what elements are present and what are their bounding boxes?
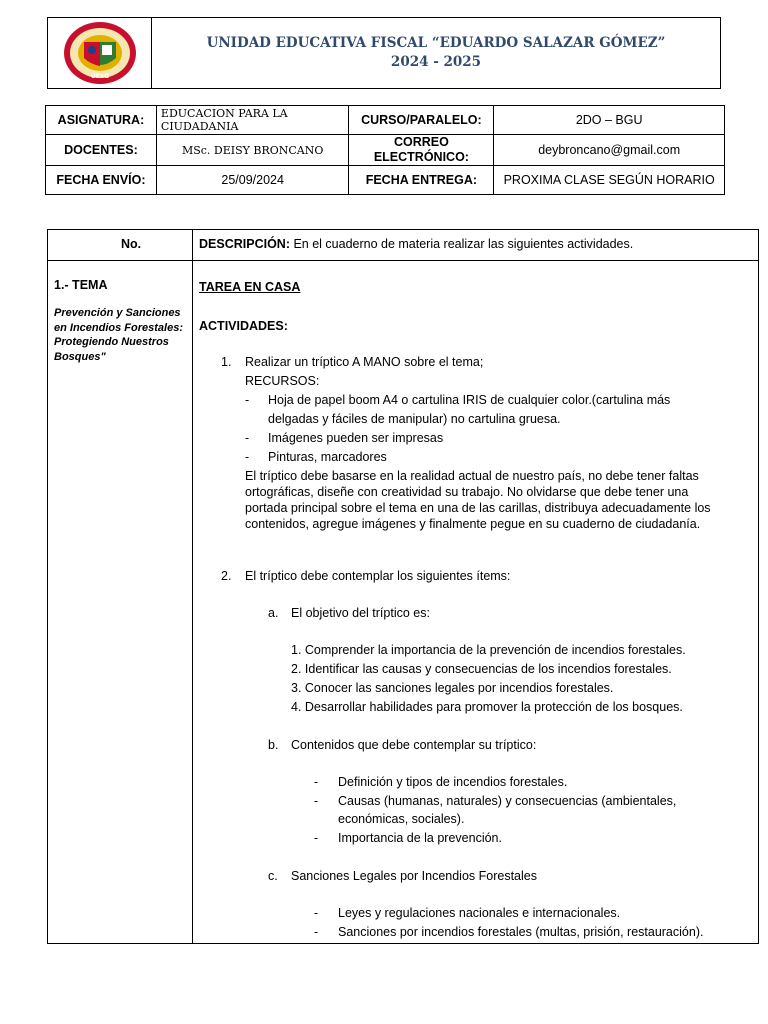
recurso-1-line1: Hoja de papel boom A4 o cartulina IRIS de cualquier color.(cartulina más: [268, 393, 671, 407]
header-divider: [48, 260, 758, 261]
tema-label: 1.- TEMA: [54, 278, 108, 292]
entrega-label: FECHA ENTREGA:: [349, 166, 494, 195]
instructions-paragraph: El tríptico debe basarse en la realidad actual de nuestro país, no debe tener faltas ortográficas, diseñe con creatividad su trabajo. No olvidarse que debe tener una portada principal sobre el tema en una de las carillas, distribuya adecuadamente los contenidos, agregue imágenes y finalmente pegue en su cuaderno de ciudadanía.: [245, 469, 711, 531]
activities-table: [47, 229, 759, 944]
recurso-1-line2: delgadas y fáciles de manipular) no cartulina gruesa.: [268, 412, 561, 426]
sub-c-text: Sanciones Legales por Incendios Forestales: [291, 869, 537, 883]
actividades-heading: ACTIVIDADES:: [199, 319, 288, 333]
recurso-3: Pinturas, marcadores: [268, 450, 387, 464]
description-text: En el cuaderno de materia realizar las siguientes actividades.: [289, 237, 634, 251]
sanction-2: Sanciones por incendios forestales (multas, prisión, restauración).: [338, 925, 704, 939]
no-header: No.: [121, 237, 142, 251]
envio-label: FECHA ENVÍO:: [46, 166, 157, 195]
document-header: [47, 17, 721, 89]
bullet-dash: -: [314, 831, 319, 845]
docentes-value: MSc. DEISY BRONCANO: [156, 135, 349, 166]
info-table: [45, 105, 725, 195]
asignatura-value: EDUCACION PARA LA CIUDADANIA: [156, 106, 349, 135]
correo-value: deybroncano@gmail.com: [494, 135, 725, 166]
column-divider: [192, 230, 193, 943]
content-1: Definición y tipos de incendios forestales.: [338, 775, 568, 789]
school-title: [152, 18, 720, 88]
description-header: [199, 237, 633, 251]
bullet-dash: -: [314, 906, 319, 920]
objective-2: 2. Identificar las causas y consecuencias de los incendios forestales.: [291, 662, 672, 676]
bullet-dash: -: [245, 431, 250, 445]
school-logo-icon: [62, 20, 138, 86]
info-row-docentes: [46, 135, 725, 166]
description-label: DESCRIPCIÓN:: [199, 237, 290, 251]
docentes-label: DOCENTES:: [46, 135, 157, 166]
logo-text: UESG: [90, 73, 109, 80]
school-name: UNIDAD EDUCATIVA FISCAL “EDUARDO SALAZAR GÓMEZ”: [206, 35, 666, 51]
sub-b-label: b.: [268, 738, 279, 752]
curso-value: 2DO – BGU: [494, 106, 725, 135]
bullet-dash: -: [245, 393, 250, 407]
info-row-asignatura: [46, 106, 725, 135]
bullet-dash: -: [314, 925, 319, 939]
content-3: Importancia de la prevención.: [338, 831, 502, 845]
info-row-fechas: [46, 166, 725, 195]
objective-4: 4. Desarrollar habilidades para promover la protección de los bosques.: [291, 700, 683, 714]
entrega-value: PROXIMA CLASE SEGÚN HORARIO: [494, 166, 725, 195]
sub-c-label: c.: [268, 869, 278, 883]
item2-text: El tríptico debe contemplar los siguientes ítems:: [245, 569, 511, 583]
item1-text: Realizar un tríptico A MANO sobre el tema;: [245, 355, 484, 369]
asignatura-label: ASIGNATURA:: [46, 106, 157, 135]
logo-cell: [48, 18, 152, 88]
content-2-line2: económicas, sociales).: [338, 812, 465, 826]
bullet-dash: -: [314, 775, 319, 789]
school-year: 2024 - 2025: [390, 54, 482, 70]
item1-number: 1.: [221, 355, 232, 369]
correo-label: CORREO ELECTRÓNICO:: [349, 135, 494, 166]
sanction-1: Leyes y regulaciones nacionales e internacionales.: [338, 906, 621, 920]
bullet-dash: -: [314, 794, 319, 808]
content-2-line1: Causas (humanas, naturales) y consecuencias (ambientales,: [338, 794, 677, 808]
recurso-2: Imágenes pueden ser impresas: [268, 431, 444, 445]
bullet-dash: -: [245, 450, 250, 464]
recursos-label: RECURSOS:: [245, 374, 320, 388]
sub-a-text: El objetivo del tríptico es:: [291, 606, 430, 620]
tarea-heading: TAREA EN CASA: [199, 280, 301, 294]
curso-label: CURSO/PARALELO:: [349, 106, 494, 135]
item2-number: 2.: [221, 569, 232, 583]
objective-3: 3. Conocer las sanciones legales por incendios forestales.: [291, 681, 614, 695]
sub-a-label: a.: [268, 606, 279, 620]
tema-title: Prevención y Sanciones en Incendios Forestales: Protegiendo Nuestros Bosques": [54, 307, 183, 363]
envio-value: 25/09/2024: [156, 166, 349, 195]
sub-b-text: Contenidos que debe contemplar su tríptico:: [291, 738, 537, 752]
objective-1: 1. Comprender la importancia de la prevención de incendios forestales.: [291, 643, 686, 657]
